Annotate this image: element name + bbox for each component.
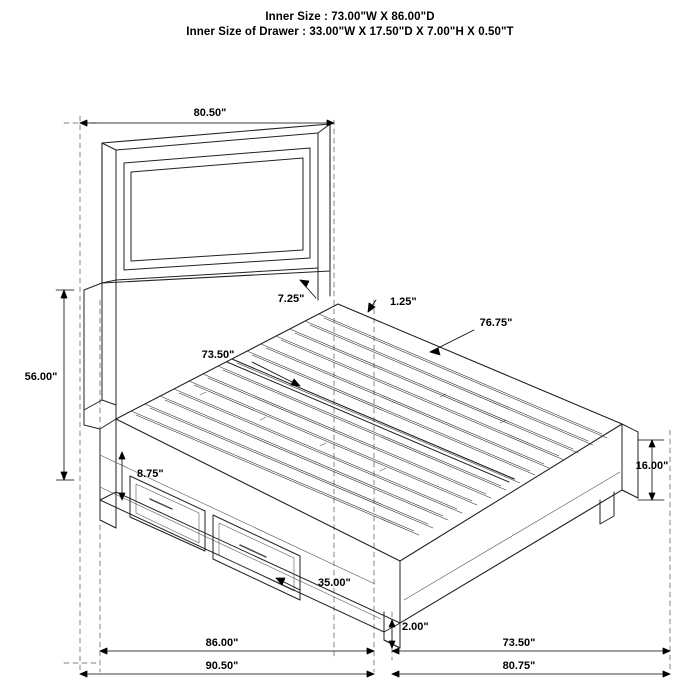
- dim-drawer-front-width: 35.00": [318, 577, 351, 589]
- dim-bed-width-inner: 73.50": [502, 637, 536, 649]
- inner-size-note: Inner Size : 73.00"W X 86.00"D: [265, 11, 435, 23]
- dim-slat-deck-width: 73.50": [201, 349, 235, 361]
- dim-headboard-panel-height: 7.25": [277, 293, 305, 305]
- inner-drawer-size-note: Inner Size of Drawer : 33.00"W X 17.50"D X 7.00"H X 0.50"T: [186, 26, 514, 38]
- dim-rail-thickness: 1.25": [390, 296, 417, 308]
- dim-bed-width-overall: 80.75": [502, 660, 536, 672]
- dim-bed-length-overall: 90.50": [205, 660, 239, 672]
- dim-overall-height: 56.00": [24, 371, 58, 383]
- dim-bed-length-inner: 86.00": [205, 637, 239, 649]
- dim-side-rail-height: 8.75": [137, 468, 164, 480]
- dim-footboard-height: 16.00": [635, 460, 669, 472]
- dim-headboard-width: 80.50": [193, 107, 227, 119]
- dim-slat-deck-length: 76.75": [479, 317, 513, 329]
- dim-clearance: 2.00": [402, 621, 429, 633]
